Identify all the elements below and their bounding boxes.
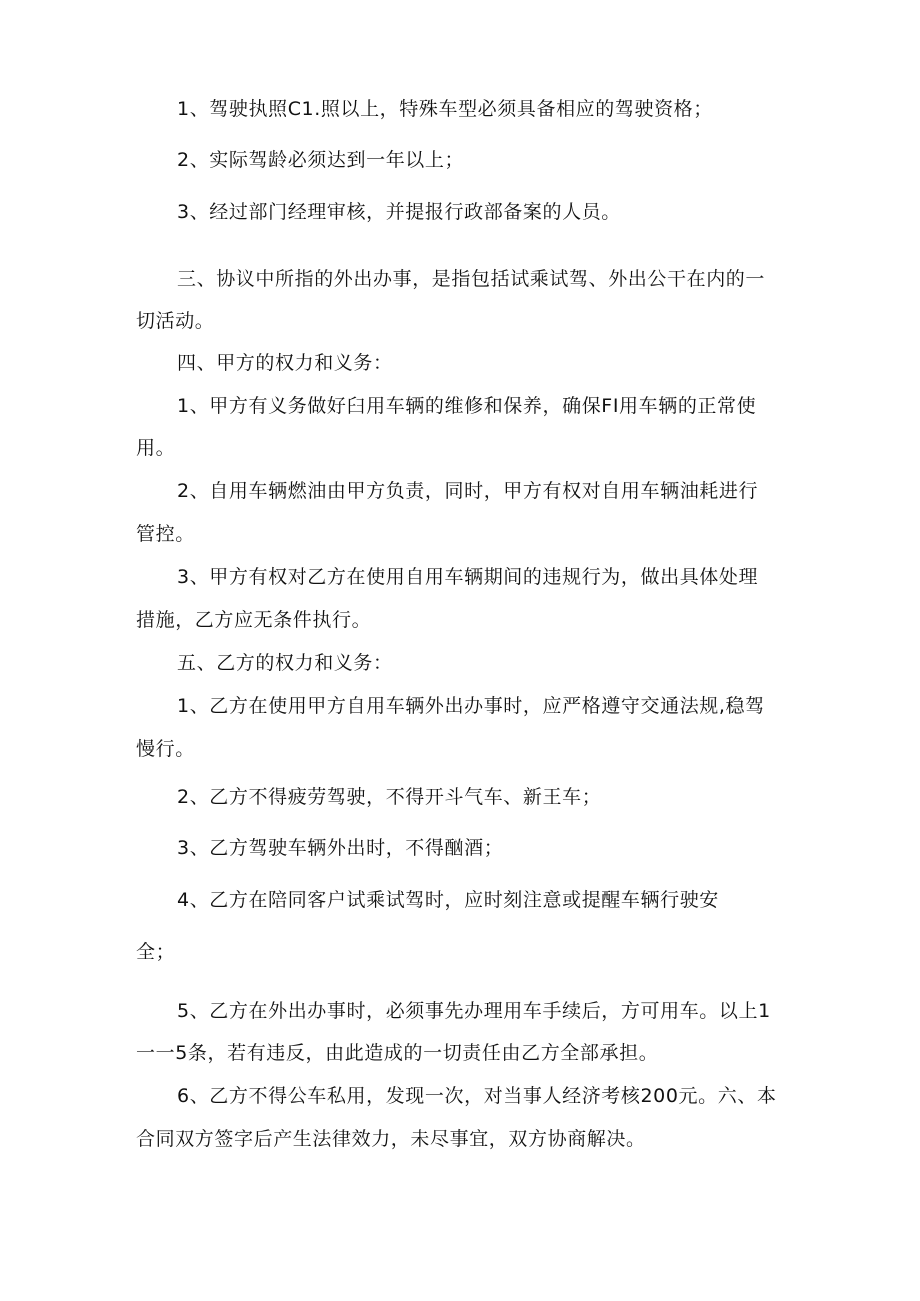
clause-line: 1、乙方在使用甲方自用车辆外出办事时，应严格遵守交通法规,稳驾: [177, 695, 765, 717]
clause-line: 三、协议中所指的外出办事，是指包括试乘试驾、外出公干在内的一: [177, 268, 766, 290]
clause-line: 2、乙方不得疲劳驾驶，不得开斗气车、新王车；: [177, 786, 602, 808]
clause-line: 2、实际驾龄必须达到一年以上；: [177, 149, 465, 171]
clause-line: 1、甲方有义务做好臼用车辆的维修和保养，确保FI用车辆的正常使: [177, 395, 757, 417]
clause-line: 3、乙方驾驶车辆外出时，不得酗酒；: [177, 837, 504, 859]
clause-line: 合同双方签字后产生法律效力，未尽事宜，双方协商解决。: [136, 1128, 646, 1150]
clause-line: 4、乙方在陪同客户试乘试驾时，应时刻注意或提醒车辆行驶安: [177, 889, 719, 911]
clause-line: 用。: [136, 437, 176, 459]
clause-line: 2、自用车辆燃油由甲方负责，同时，甲方有权对自用车辆油耗进行: [177, 480, 759, 502]
clause-line: 慢行。: [136, 738, 195, 760]
clause-line: 措施，乙方应无条件执行。: [136, 609, 372, 631]
section-heading: 五、乙方的权力和义务：: [177, 652, 393, 674]
clause-line: 一一5条，若有违反，由此造成的一切责任由乙方全部承担。: [136, 1042, 659, 1064]
clause-line: 3、甲方有权对乙方在使用自用车辆期间的违规行为，做出具体处理: [177, 566, 759, 588]
clause-line: 全；: [136, 941, 176, 963]
clause-line: 5、乙方在外出办事时，必须事先办理用车手续后，方可用车。以上1: [177, 1000, 771, 1022]
clause-line: 管控。: [136, 523, 195, 545]
clause-line: 切活动。: [136, 310, 215, 332]
clause-line: 1、驾驶执照C1.照以上，特殊车型必须具备相应的驾驶资格；: [177, 98, 713, 120]
clause-line: 3、经过部门经理审核，并提报行政部备案的人员。: [177, 201, 621, 223]
clause-line: 6、乙方不得公车私用，发现一次，对当事人经济考核200元。六、本: [177, 1085, 777, 1107]
section-heading: 四、甲方的权力和义务：: [177, 352, 393, 374]
